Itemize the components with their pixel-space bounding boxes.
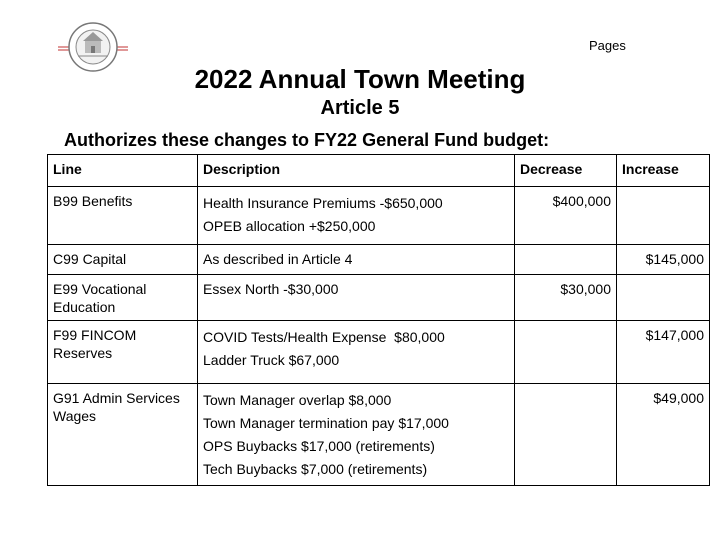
description-line: Essex North -$30,000 bbox=[203, 281, 339, 297]
table-row bbox=[48, 321, 710, 384]
lead-text: Authorizes these changes to FY22 General Fund budget: bbox=[64, 130, 550, 150]
increase-cell: $145,000 bbox=[617, 245, 710, 275]
line-cell: E99 Vocational Education bbox=[48, 275, 198, 321]
description-cell bbox=[198, 187, 515, 245]
decrease-cell: $30,000 bbox=[515, 275, 617, 321]
table-header-row bbox=[48, 155, 710, 187]
description-cell bbox=[198, 384, 515, 486]
description-line: Town Manager overlap $8,000 bbox=[203, 392, 392, 408]
column-header-line: Line bbox=[48, 155, 198, 187]
column-header-increase: Increase bbox=[617, 155, 710, 187]
page-subtitle: Article 5 bbox=[320, 97, 400, 119]
description-line: Ladder Truck $67,000 bbox=[203, 352, 340, 368]
budget-changes-table bbox=[47, 154, 710, 486]
table-row bbox=[48, 384, 710, 486]
decrease-cell bbox=[515, 245, 617, 275]
description-line: Tech Buybacks $7,000 (retirements) bbox=[203, 461, 428, 477]
description-cell bbox=[198, 275, 515, 321]
description-line: OPEB allocation +$250,000 bbox=[203, 218, 376, 234]
page-title: 2022 Annual Town Meeting bbox=[194, 64, 526, 94]
increase-cell: $147,000 bbox=[617, 321, 710, 384]
table-row bbox=[48, 245, 710, 275]
decrease-cell bbox=[515, 384, 617, 486]
pages-label: Pages bbox=[589, 38, 626, 53]
description-line: As described in Article 4 bbox=[203, 251, 353, 267]
line-cell: B99 Benefits bbox=[48, 187, 198, 245]
description-line: COVID Tests/Health Expense $80,000 bbox=[203, 329, 445, 345]
table-row bbox=[48, 275, 710, 321]
description-cell bbox=[198, 321, 515, 384]
line-cell: F99 FINCOM Reserves bbox=[48, 321, 198, 384]
table-row bbox=[48, 187, 710, 245]
description-line: OPS Buybacks $17,000 (retirements) bbox=[203, 438, 435, 454]
decrease-cell: $400,000 bbox=[515, 187, 617, 245]
line-cell: G91 Admin Services Wages bbox=[48, 384, 198, 486]
column-header-description: Description bbox=[198, 155, 515, 187]
column-header-decrease: Decrease bbox=[515, 155, 617, 187]
increase-cell bbox=[617, 187, 710, 245]
increase-cell bbox=[617, 275, 710, 321]
description-line: Town Manager termination pay $17,000 bbox=[203, 415, 449, 431]
description-line: Health Insurance Premiums -$650,000 bbox=[203, 195, 443, 211]
decrease-cell bbox=[515, 321, 617, 384]
increase-cell: $49,000 bbox=[617, 384, 710, 486]
line-cell: C99 Capital bbox=[48, 245, 198, 275]
description-cell bbox=[198, 245, 515, 275]
